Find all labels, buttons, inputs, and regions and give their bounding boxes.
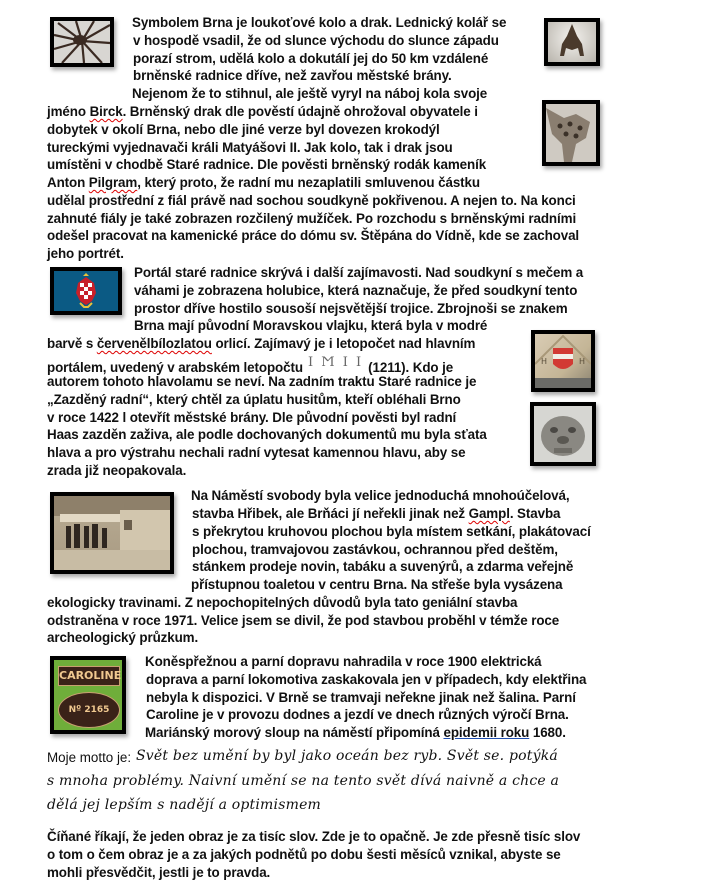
s3-line-9: archeologický průzkum. <box>47 630 199 645</box>
s4-line-1: Koněspřežnou a parní dopravu nahradila v roce 1900 elektrická <box>145 654 542 669</box>
s3-line-4: plochou, tramvajovou zastávkou, ochrannou před deštěm, <box>192 542 558 557</box>
motto-line-3: dělá jej lepším s nadějí a optimismem <box>47 797 322 813</box>
stone-head-photo <box>530 402 596 466</box>
s3-line-2-post: . Stavba <box>509 506 561 521</box>
s2-line-9: v roce 1422 l otevřít městské brány. Dle původní pověsti byl radní <box>47 410 457 425</box>
epidemic-link[interactable]: epidemii roku <box>443 725 530 740</box>
s1-line-10-post: , který proto, že radní mu nezaplatili smluvenou částku <box>137 175 480 190</box>
s3-line-6: přístupnou toaletou v centru Brna. Na střeše byla vysázena <box>191 577 563 592</box>
eagle-icon <box>54 271 118 311</box>
stone-face-icon <box>534 406 592 462</box>
caroline-name-plate: CAROLINE <box>58 666 120 686</box>
s2-line-1: Portál staré radnice skrývá i další zajímavosti. Nad soudkyní s mečem a <box>134 265 584 280</box>
wheel-spokes-icon <box>54 21 110 63</box>
s4-line-3: nebyla k dispozici. V Brně se tramvaji neřekne jinak než šalina. Parní <box>146 690 576 705</box>
kiosk-building-icon <box>54 496 170 570</box>
year-numerals-image: I Ϻ I I <box>307 355 364 370</box>
s2-line-12: zrada již neopakovala. <box>47 463 187 478</box>
s1-line-6-pre: jméno <box>47 104 90 119</box>
s3-line-5: stánkem prodeje novin, tabáku a suvenýrů, a zdarma veřejně <box>192 559 574 574</box>
s3-line-7: ekologicky travinami. Z nepochopitelných důvodů byla tato geniální stavba <box>47 595 518 610</box>
s1-line-7: dobytek v okolí Brna, nebo dle jiné verze byl dovezen krokodýl <box>47 122 440 137</box>
coat-letter-right: H <box>579 357 586 366</box>
wheel-photo <box>50 17 114 67</box>
s1-line-9: umístěni v chodbě Staré radnice. Dle pověsti brněnský rodák kameník <box>47 157 487 172</box>
s1-line-10 <box>47 174 480 192</box>
s3-line-3: s překrytou kruhovou plochou byla místem setkání, plakátovací <box>192 524 591 539</box>
s4-line-5-pre: Mariánský morový sloup na náměstí připomíná <box>145 725 444 740</box>
s1-line-1: Symbolem Brna je loukoťové kolo a drak. Lednický kolář se <box>132 15 507 30</box>
spellcheck-pilgram[interactable]: Pilgram <box>88 175 138 190</box>
s2-line-3: prostor dříve hostilo sousoší nejsvětější trojice. Zbrojnoši se znakem <box>134 301 568 316</box>
s1-line-12: zahnuté fiály je také zobrazen rozčilený mužíček. Po rozchodu s brněnskými radními <box>47 211 577 226</box>
s1-line-2: v hospodě vsadil, že od slunce východu do slunce západu <box>133 33 499 48</box>
closing-line-1: Číňané říkají, že jeden obraz je za tisíc slov. Zde je to opačně. Je zde přesně tisíc slov <box>47 829 581 844</box>
dragon-photo <box>544 18 600 66</box>
s3-line-2-pre: stavba Hřibek, ale Brňáci jí neřekli jinak než <box>192 506 469 521</box>
s4-line-5 <box>145 724 566 742</box>
s1-line-6 <box>47 103 478 121</box>
s1-line-6-post: . Brněnský drak dle pověstí údajně ohrožoval obyvatele i <box>122 104 478 119</box>
s1-line-3: porazí strom, udělá kolo a dokutálí jej do 50 km vzdálené <box>133 51 489 66</box>
caroline-plates-photo <box>50 656 126 734</box>
s2-line-5-pre: barvě s <box>47 336 97 351</box>
motto-line-2: s mnoha problémy. Naivní umění se na tento svět dívá naivně a chce a <box>47 773 560 789</box>
motto-line-1: Svět bez umění by byl jako oceán bez ryb. Svět se. potýká <box>136 748 558 764</box>
s2-line-2: váhami je zobrazena holubice, která naznačuje, že před soudkyní tento <box>134 283 578 298</box>
dragon-figure-icon <box>548 22 596 62</box>
motto-label: Moje motto je: <box>47 750 132 765</box>
shield-icon <box>535 334 591 388</box>
s2-line-6-post: (1211). Kdo je <box>368 360 454 375</box>
s3-line-8: odstraněna v roce 1971. Velice jsem se divil, že pod stavbou proběhl v témže roce <box>47 613 560 628</box>
s1-line-14: jeho portrét. <box>47 246 124 261</box>
coat-letter-left: H <box>541 357 548 366</box>
gampl-photo <box>50 492 174 574</box>
s2-line-6-pre: portálem, uvedený v arabském letopočtu <box>47 360 303 375</box>
coat-of-arms-photo <box>531 330 595 392</box>
pinnacle-photo <box>542 100 600 166</box>
s3-line-1: Na Náměstí svobody byla velice jednoduchá mnohoúčelová, <box>191 488 570 503</box>
s2-line-11: hlava a pro výstrahu nechali radní vytesat kamennou hlavu, aby se <box>47 445 466 460</box>
s4-line-2: doprava a parní lokomotiva zaskakovala jen v případech, kdy elektřina <box>146 672 587 687</box>
s2-line-7: autorem tohoto hlavolamu se neví. Na zadním traktu Staré radnice je <box>47 374 477 389</box>
spellcheck-cervenebilozlatou[interactable]: červenělbílozlatou <box>96 336 212 351</box>
moravian-flag <box>50 267 122 315</box>
caroline-number-plate: Nº 2165 <box>58 692 120 728</box>
closing-line-3: mohli přesvědčit, jestli je to pravda. <box>47 865 271 880</box>
s2-line-5-post: orlicí. Zajímavý je i letopočet nad hlavním <box>211 336 476 351</box>
s1-line-8: tureckými vyjednavači králi Matyášovi II. Jak kolo, tak i drak jsou <box>47 140 453 155</box>
s2-line-5 <box>47 335 475 353</box>
s1-line-11: udělal prostřední z fiál právě nad sochou soudkyně pokřivenou. A nejen to. Na konci <box>47 193 576 208</box>
s4-line-4: Caroline je v provozu dodnes a jezdí ve dnech různých výročí Brna. <box>146 707 569 722</box>
s2-line-4: Brna mají původní Moravskou vlajku, která byla v modré <box>134 318 488 333</box>
s1-line-13: odešel pracovat na kamenické práce do dómu sv. Štěpána do Vídně, kde se zachoval <box>47 228 580 243</box>
s4-line-5-post: 1680. <box>529 725 566 740</box>
s1-line-5: Nejenom že to stihnul, ale ještě vyryl na náboj kola svoje <box>132 86 488 101</box>
pinnacle-stone-icon <box>546 104 596 162</box>
closing-line-2: o tom o čem obraz je a za jakých podnětů po dobu šesti měsíců vznikal, abyste se <box>47 847 561 862</box>
s1-line-4: brněnské radnice dříve, než zavřou městské brány. <box>133 68 452 83</box>
s1-line-10-pre: Anton <box>47 175 89 190</box>
s3-line-2 <box>192 505 560 523</box>
spellcheck-birck[interactable]: Birck <box>89 104 123 119</box>
s2-line-10: Haas zazděn zaživa, ale podle dochovaných dokumentů mu byla sťata <box>47 427 487 442</box>
spellcheck-gampl[interactable]: Gampl <box>468 506 510 521</box>
s2-line-8: „Zazděný radní“, který chtěl za úplatu husitům, kteří obléhali Brno <box>47 392 461 407</box>
